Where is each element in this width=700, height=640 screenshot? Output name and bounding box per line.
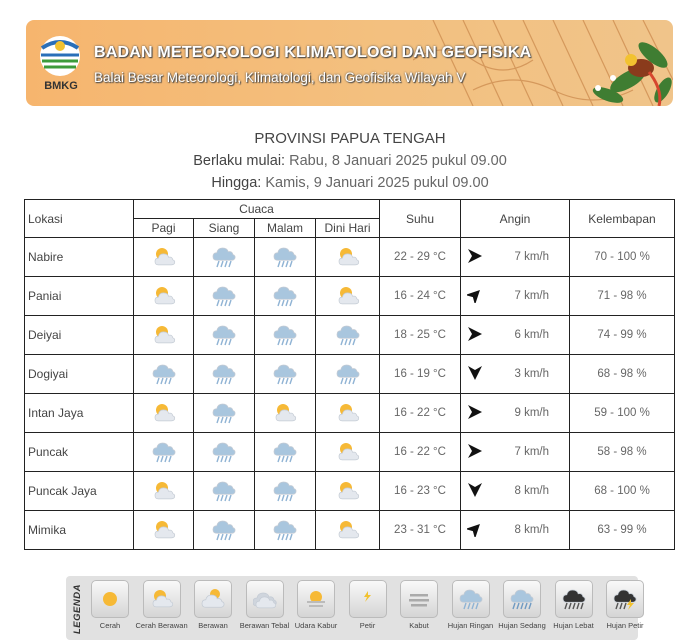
weather-malam-cell — [255, 277, 316, 316]
wind-cell — [461, 433, 570, 472]
berawan-icon — [194, 580, 232, 618]
hujan-ringan-icon — [273, 521, 297, 538]
legend-label: Hujan Petir — [606, 621, 644, 630]
cerah-berawan-icon — [152, 404, 176, 421]
legend-label: Cerah Berawan — [135, 621, 188, 630]
header-angin: Angin — [461, 200, 570, 238]
kabut-icon — [400, 580, 438, 618]
hujan-ringan-icon — [273, 365, 297, 382]
hujan-ringan-icon — [336, 365, 360, 382]
cerah-berawan-icon — [273, 404, 297, 421]
hujan-lebat-icon — [555, 580, 593, 618]
header-lokasi: Lokasi — [25, 200, 134, 238]
legend — [66, 576, 644, 640]
header-malam: Malam — [255, 219, 316, 238]
berawan-tebal-icon — [246, 580, 284, 618]
wind-arrow-south-icon — [461, 482, 483, 501]
legend-item-berawan-tebal — [239, 580, 291, 630]
legend-label: Berawan — [198, 621, 228, 630]
hujan-ringan-icon — [212, 365, 236, 382]
cerah-berawan-icon — [143, 580, 181, 618]
hujan-petir-icon — [606, 580, 644, 618]
wind-speed: 9 km/h — [514, 407, 549, 419]
wind-cell — [461, 511, 570, 550]
wind-arrow-east-icon — [461, 248, 483, 267]
location-cell: Mimika — [25, 511, 134, 550]
weather-dini-cell — [316, 394, 380, 433]
hujan-ringan-icon — [273, 443, 297, 460]
cerah-berawan-icon — [152, 287, 176, 304]
weather-dini-cell — [316, 355, 380, 394]
weather-pagi-cell — [134, 394, 194, 433]
header-banner — [26, 20, 673, 106]
wind-speed: 3 km/h — [514, 368, 549, 380]
legend-label: Kabut — [409, 621, 429, 630]
temperature-cell: 16 - 24 °C — [380, 277, 461, 316]
legend-item-kabut — [393, 580, 445, 630]
weather-siang-cell — [194, 355, 255, 394]
humidity-cell: 63 - 99 % — [570, 511, 675, 550]
temperature-cell: 16 - 23 °C — [380, 472, 461, 511]
table-row — [25, 316, 675, 355]
humidity-cell: 71 - 98 % — [570, 277, 675, 316]
temperature-cell: 23 - 31 °C — [380, 511, 461, 550]
weather-dini-cell — [316, 238, 380, 277]
cerah-berawan-icon — [336, 443, 360, 460]
temperature-cell: 22 - 29 °C — [380, 238, 461, 277]
weather-pagi-cell — [134, 238, 194, 277]
wind-cell — [461, 238, 570, 277]
table-row — [25, 277, 675, 316]
legend-item-hujan-lebat — [548, 580, 600, 630]
hujan-ringan-icon — [212, 443, 236, 460]
temperature-cell: 16 - 19 °C — [380, 355, 461, 394]
hujan-ringan-icon — [212, 248, 236, 265]
wind-speed: 7 km/h — [514, 290, 549, 302]
location-cell: Nabire — [25, 238, 134, 277]
legend-item-hujan-ringan — [445, 580, 497, 630]
weather-siang-cell — [194, 316, 255, 355]
cerah-berawan-icon — [152, 326, 176, 343]
valid-to — [0, 172, 700, 194]
temperature-cell: 18 - 25 °C — [380, 316, 461, 355]
cerah-berawan-icon — [336, 287, 360, 304]
weather-dini-cell — [316, 472, 380, 511]
weather-siang-cell — [194, 511, 255, 550]
weather-malam-cell — [255, 472, 316, 511]
udara-kabur-icon — [297, 580, 335, 618]
wind-arrow-east-icon — [461, 404, 483, 423]
hujan-ringan-icon — [212, 521, 236, 538]
weather-malam-cell — [255, 355, 316, 394]
header-cuaca: Cuaca — [134, 200, 380, 219]
humidity-cell: 68 - 98 % — [570, 355, 675, 394]
legend-label: Udara Kabur — [294, 621, 338, 630]
legend-label: Hujan Sedang — [498, 621, 546, 630]
wind-arrow-south-icon — [461, 365, 483, 384]
province-title: PROVINSI PAPUA TENGAH — [254, 130, 446, 147]
valid-from — [0, 150, 700, 172]
valid-to-label: Hingga: — [211, 175, 262, 191]
forecast-table — [24, 199, 675, 550]
legend-item-hujan-sedang — [496, 580, 548, 630]
weather-dini-cell — [316, 511, 380, 550]
hujan-ringan-icon — [273, 287, 297, 304]
table-row — [25, 238, 675, 277]
cerah-berawan-icon — [152, 521, 176, 538]
weather-siang-cell — [194, 472, 255, 511]
hujan-ringan-icon — [152, 365, 176, 382]
cerah-berawan-icon — [336, 521, 360, 538]
valid-from-value: Rabu, 8 Januari 2025 pukul 09.00 — [289, 153, 507, 169]
weather-malam-cell — [255, 394, 316, 433]
legend-title: LEGENDA — [72, 584, 83, 634]
wind-speed: 7 km/h — [514, 446, 549, 458]
hujan-ringan-icon — [212, 287, 236, 304]
weather-siang-cell — [194, 433, 255, 472]
cerah-berawan-icon — [152, 248, 176, 265]
logo-text: BMKG — [44, 80, 78, 92]
humidity-cell: 59 - 100 % — [570, 394, 675, 433]
wind-cell — [461, 277, 570, 316]
weather-siang-cell — [194, 238, 255, 277]
legend-item-berawan — [187, 580, 239, 630]
header-dini-hari: Dini Hari — [316, 219, 380, 238]
wind-arrow-east-icon — [461, 443, 483, 462]
hujan-sedang-icon — [503, 580, 541, 618]
hujan-ringan-icon — [273, 248, 297, 265]
hujan-ringan-icon — [152, 443, 176, 460]
cerah-berawan-icon — [336, 404, 360, 421]
table-row — [25, 355, 675, 394]
hujan-ringan-icon — [452, 580, 490, 618]
legend-item-cerah-berawan — [136, 580, 188, 630]
legend-label: Berawan Tebal — [239, 621, 290, 630]
petir-icon — [349, 580, 387, 618]
legend-item-cerah — [84, 580, 136, 630]
header-kelembapan: Kelembapan — [570, 200, 675, 238]
location-cell: Paniai — [25, 277, 134, 316]
legend-item-hujan-petir — [599, 580, 651, 630]
table-row — [25, 394, 675, 433]
location-cell: Deiyai — [25, 316, 134, 355]
location-cell: Puncak — [25, 433, 134, 472]
temperature-cell: 16 - 22 °C — [380, 433, 461, 472]
cerah-berawan-icon — [152, 482, 176, 499]
weather-pagi-cell — [134, 472, 194, 511]
hujan-ringan-icon — [212, 404, 236, 421]
hujan-ringan-icon — [212, 326, 236, 343]
wind-arrow-north-east-icon — [461, 287, 483, 306]
wind-arrow-east-icon — [461, 326, 483, 345]
weather-dini-cell — [316, 277, 380, 316]
location-cell: Dogiyai — [25, 355, 134, 394]
weather-pagi-cell — [134, 433, 194, 472]
table-row — [25, 511, 675, 550]
humidity-cell: 74 - 99 % — [570, 316, 675, 355]
hujan-ringan-icon — [273, 326, 297, 343]
valid-from-label: Berlaku mulai: — [193, 153, 286, 169]
wind-speed: 8 km/h — [514, 485, 549, 497]
header-pagi: Pagi — [134, 219, 194, 238]
hujan-ringan-icon — [273, 482, 297, 499]
weather-malam-cell — [255, 433, 316, 472]
location-cell: Puncak Jaya — [25, 472, 134, 511]
header-suhu: Suhu — [380, 200, 461, 238]
weather-pagi-cell — [134, 355, 194, 394]
wind-cell — [461, 316, 570, 355]
table-row — [25, 433, 675, 472]
wind-speed: 6 km/h — [514, 329, 549, 341]
wind-speed: 7 km/h — [514, 251, 549, 263]
hujan-ringan-icon — [212, 482, 236, 499]
hujan-ringan-icon — [336, 326, 360, 343]
legend-label: Hujan Lebat — [553, 621, 594, 630]
legend-item-petir — [342, 580, 394, 630]
weather-pagi-cell — [134, 511, 194, 550]
weather-dini-cell — [316, 433, 380, 472]
agency-title: BADAN METEOROLOGI KLIMATOLOGI DAN GEOFISIKA — [94, 44, 532, 61]
banner-decoration — [413, 20, 673, 106]
weather-dini-cell — [316, 316, 380, 355]
wind-arrow-north-east-icon — [461, 521, 483, 540]
header-siang: Siang — [194, 219, 255, 238]
cerah-icon — [91, 580, 129, 618]
humidity-cell: 68 - 100 % — [570, 472, 675, 511]
weather-siang-cell — [194, 394, 255, 433]
table-row — [25, 472, 675, 511]
legend-item-udara-kabur — [290, 580, 342, 630]
weather-pagi-cell — [134, 316, 194, 355]
agency-subtitle: Balai Besar Meteorologi, Klimatologi, dan Geofisika Wilayah V — [94, 70, 466, 85]
weather-pagi-cell — [134, 277, 194, 316]
legend-label: Hujan Ringan — [447, 621, 494, 630]
humidity-cell: 70 - 100 % — [570, 238, 675, 277]
humidity-cell: 58 - 98 % — [570, 433, 675, 472]
legend-label: Petir — [359, 621, 376, 630]
temperature-cell: 16 - 22 °C — [380, 394, 461, 433]
wind-cell — [461, 472, 570, 511]
weather-malam-cell — [255, 238, 316, 277]
valid-to-value: Kamis, 9 Januari 2025 pukul 09.00 — [265, 175, 489, 191]
wind-cell — [461, 394, 570, 433]
wind-cell — [461, 355, 570, 394]
cerah-berawan-icon — [336, 248, 360, 265]
forecast-info — [0, 130, 700, 194]
weather-malam-cell — [255, 511, 316, 550]
cerah-berawan-icon — [336, 482, 360, 499]
weather-malam-cell — [255, 316, 316, 355]
legend-label: Cerah — [99, 621, 121, 630]
location-cell: Intan Jaya — [25, 394, 134, 433]
weather-siang-cell — [194, 277, 255, 316]
wind-speed: 8 km/h — [514, 524, 549, 536]
